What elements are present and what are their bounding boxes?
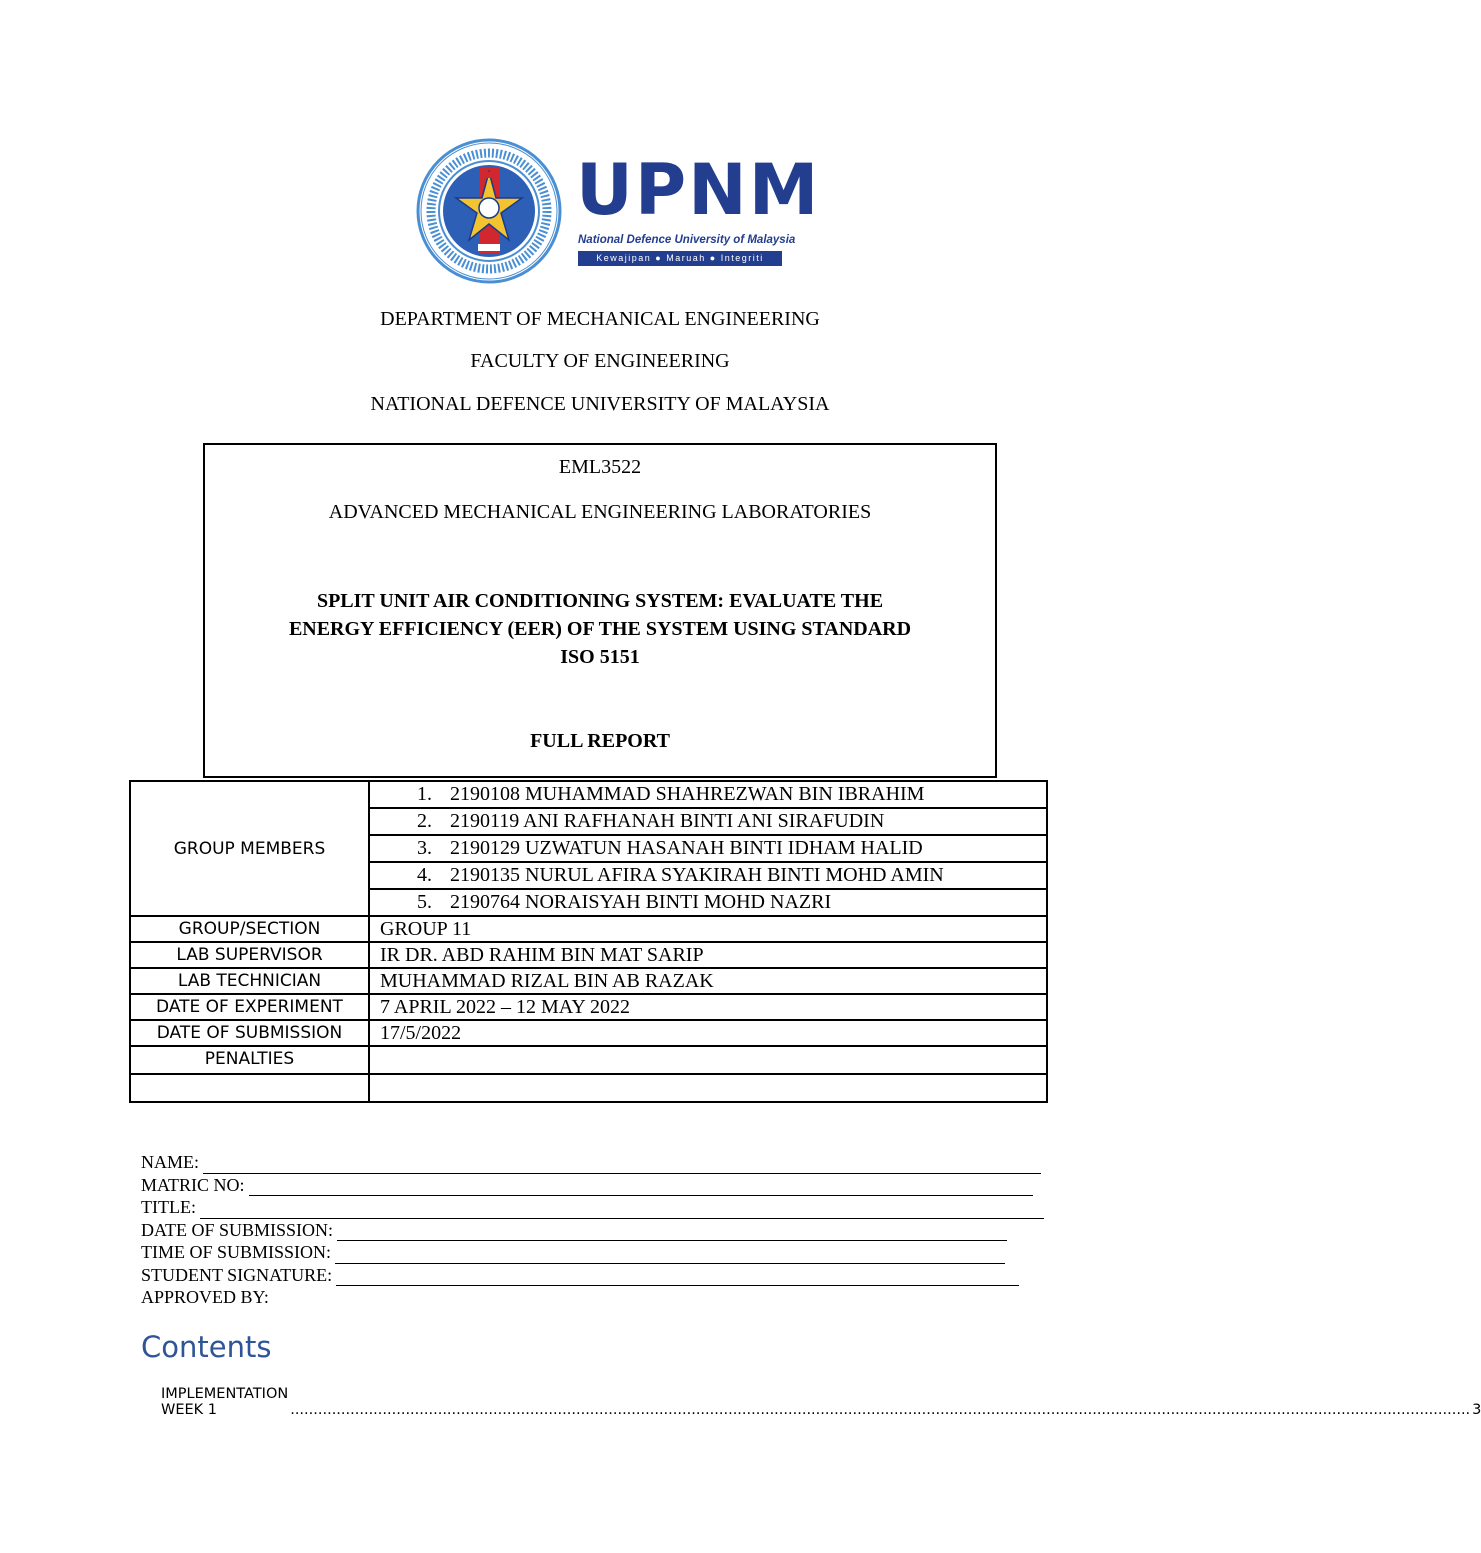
name-row: [141, 1151, 1044, 1174]
university-name: NATIONAL DEFENCE UNIVERSITY OF MALAYSIA: [370, 393, 830, 415]
member-item: 4. 2190135 NURUL AFIRA SYAKIRAH BINTI MOHD AMIN: [370, 863, 1046, 890]
member-item: 3. 2190129 UZWATUN HASANAH BINTI IDHAM HALID: [370, 836, 1046, 863]
date-of-submission-label: DATE OF SUBMISSION: [130, 1020, 369, 1046]
time-submission-field[interactable]: [335, 1245, 1005, 1264]
matric-field[interactable]: [249, 1177, 1033, 1196]
course-name: ADVANCED MECHANICAL ENGINEERING LABORATORIES: [328, 501, 872, 523]
matric-row: [141, 1174, 1044, 1197]
report-info-table: [129, 780, 1048, 1103]
group-section-value: GROUP 11: [369, 916, 1047, 942]
time-submission-row: [141, 1241, 1044, 1264]
date-of-submission-value: 17/5/2022: [369, 1020, 1047, 1046]
logo-row: [416, 138, 821, 288]
lab-supervisor-label: LAB SUPERVISOR: [130, 942, 369, 968]
member-item: 2. 2190119 ANI RAFHANAH BINTI ANI SIRAFUDIN: [370, 809, 1046, 836]
approved-row: [141, 1286, 1044, 1309]
toc-entry-label: IMPLEMENTATION WEEK 1: [161, 1386, 289, 1418]
lab-technician-value: MUHAMMAD RIZAL BIN AB RAZAK: [369, 968, 1047, 994]
table-row: [130, 1074, 1047, 1102]
penalties-value: [369, 1046, 1047, 1074]
title-label: TITLE:: [141, 1197, 196, 1217]
name-label: NAME:: [141, 1152, 199, 1172]
date-of-experiment-label: DATE OF EXPERIMENT: [130, 994, 369, 1020]
report-title-line-3: ISO 5151: [560, 646, 640, 668]
course-code: EML3522: [558, 456, 642, 478]
signature-row: [141, 1264, 1044, 1287]
toc-leader-dots: ................................................................................................................................................................................................................................................................: [290, 1402, 1471, 1418]
group-members-list: [369, 781, 1047, 916]
member-item: 5. 2190764 NORAISYAH BINTI MOHD NAZRI: [417, 891, 832, 913]
penalties-label: PENALTIES: [130, 1046, 369, 1074]
approved-label: APPROVED BY:: [141, 1287, 269, 1307]
title-field[interactable]: [200, 1200, 1044, 1219]
report-title-line-2: ENERGY EFFICIENCY (EER) OF THE SYSTEM USING STANDARD: [288, 618, 912, 640]
blank-value: [369, 1074, 1047, 1102]
table-row: [130, 916, 1047, 942]
upnm-name: UPNM: [576, 149, 821, 231]
date-of-experiment-value: 7 APRIL 2022 – 12 MAY 2022: [369, 994, 1047, 1020]
blank-label: [130, 1074, 369, 1102]
date-submission-row: [141, 1219, 1044, 1242]
lab-technician-label: LAB TECHNICIAN: [130, 968, 369, 994]
upnm-subtitle: National Defence University of Malaysia: [578, 234, 796, 246]
time-submission-label: TIME OF SUBMISSION:: [141, 1242, 332, 1262]
title-row: [141, 1196, 1044, 1219]
table-row: [130, 1046, 1047, 1074]
matric-label: MATRIC NO:: [141, 1174, 245, 1195]
faculty-name: FACULTY OF ENGINEERING: [470, 350, 730, 372]
lab-supervisor-value: IR DR. ABD RAHIM BIN MAT SARIP: [369, 942, 1047, 968]
contents-heading: Contents: [141, 1330, 272, 1364]
group-section-label: GROUP/SECTION: [130, 916, 369, 942]
group-members-label: GROUP MEMBERS: [130, 781, 369, 916]
date-submission-field[interactable]: [337, 1222, 1007, 1241]
course-title-box: [203, 443, 997, 778]
name-field[interactable]: [203, 1155, 1041, 1174]
date-submission-label: DATE OF SUBMISSION:: [141, 1219, 334, 1240]
report-title-line-1: SPLIT UNIT AIR CONDITIONING SYSTEM: EVALUATE THE: [316, 590, 884, 612]
toc-entry-page: 3: [1472, 1402, 1481, 1418]
member-item: 1. 2190108 MUHAMMAD SHAHREZWAN BIN IBRAHIM: [370, 782, 1046, 809]
signature-label: STUDENT SIGNATURE:: [141, 1264, 333, 1285]
upnm-wordmark: [576, 149, 821, 276]
submission-form: [141, 1151, 1044, 1309]
group-members-row: [130, 781, 1047, 916]
table-row: [130, 994, 1047, 1020]
signature-field[interactable]: [336, 1267, 1019, 1286]
table-row: [130, 1020, 1047, 1046]
university-seal-icon: [416, 138, 562, 284]
department-name: DEPARTMENT OF MECHANICAL ENGINEERING: [380, 308, 820, 330]
table-row: [130, 942, 1047, 968]
table-row: [130, 968, 1047, 994]
toc-entry[interactable]: [161, 1386, 1481, 1418]
report-type: FULL REPORT: [530, 730, 670, 752]
upnm-motto: Kewajipan ● Maruah ● Integriti: [578, 251, 782, 266]
